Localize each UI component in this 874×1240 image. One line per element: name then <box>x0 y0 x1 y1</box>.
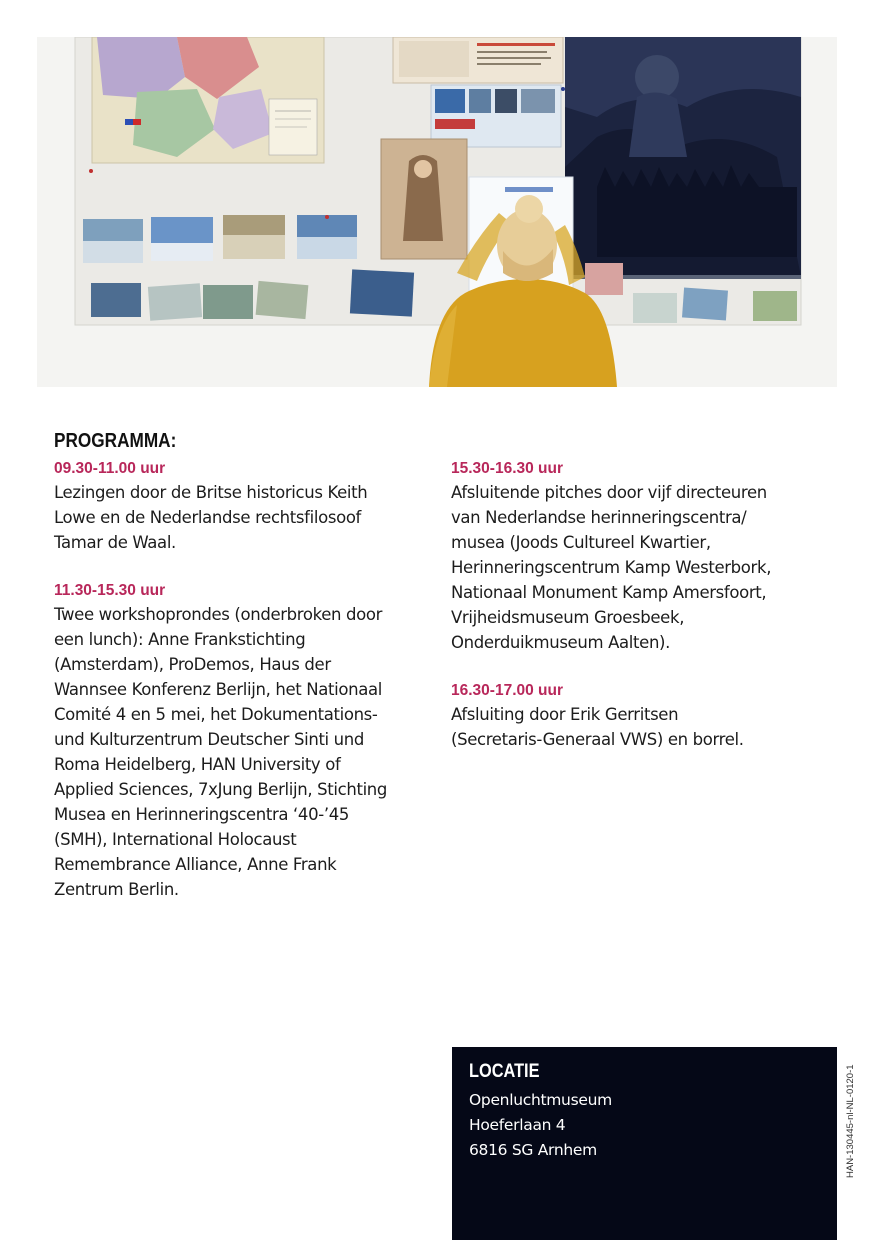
program-column-right <box>451 458 811 777</box>
description-line: musea (Joods Cultureel Kwartier, <box>451 533 711 552</box>
description-line: Wannsee Konferenz Berlijn, het Nationaal <box>54 680 383 699</box>
description-line: Nationaal Monument Kamp Amersfoort, <box>451 583 767 602</box>
description-line: (SMH), International Holocaust <box>54 830 297 849</box>
description-line: (Secretaris-Generaal VWS) en borrel. <box>451 730 744 749</box>
session-time: 11.30-15.30 uur <box>54 582 166 599</box>
description-line: Vrijheidsmuseum Groesbeek, <box>451 608 685 627</box>
session-time: 09.30-11.00 uur <box>54 460 166 477</box>
session-description <box>54 602 429 902</box>
program-session <box>54 458 429 555</box>
description-line: Applied Sciences, 7xJung Berlijn, Stichting <box>54 780 388 799</box>
description-line: Afsluiting door Erik Gerritsen <box>451 705 679 724</box>
description-line: Tamar de Waal. <box>54 533 176 552</box>
location-box <box>452 1047 837 1240</box>
header-photo <box>37 37 837 387</box>
description-line: Remembrance Alliance, Anne Frank <box>54 855 337 874</box>
program-session <box>451 680 811 752</box>
location-title: LOCATIE <box>469 1061 540 1082</box>
session-description <box>54 480 429 555</box>
description-line: Afsluitende pitches door vijf directeuren <box>451 483 767 502</box>
description-line: een lunch): Anne Frankstichting <box>54 630 306 649</box>
description-line: Lowe en de Nederlandse rechtsfilosoof <box>54 508 362 527</box>
description-line: Roma Heidelberg, HAN University of <box>54 755 341 774</box>
program-column-left <box>54 458 429 927</box>
description-line: Zentrum Berlin. <box>54 880 179 899</box>
description-line: und Kulturzentrum Deutscher Sinti und <box>54 730 365 749</box>
session-description <box>451 702 811 752</box>
location-address <box>469 1088 612 1163</box>
location-street: Hoeferlaan 4 <box>469 1116 566 1134</box>
program-session <box>451 458 811 655</box>
location-city: 6816 SG Arnhem <box>469 1141 597 1159</box>
document-code: HAN-130445-nl-NL-0120-1 <box>845 1064 856 1178</box>
session-description <box>451 480 811 655</box>
description-line: Twee workshoprondes (onderbroken door <box>54 605 383 624</box>
description-line: van Nederlandse herinneringscentra/ <box>451 508 747 527</box>
session-time: 16.30-17.00 uur <box>451 682 564 699</box>
photo-collage-illustration <box>37 37 837 387</box>
description-line: Comité 4 en 5 mei, het Dokumentations- <box>54 705 378 724</box>
description-line: Onderduikmuseum Aalten). <box>451 633 671 652</box>
session-time: 15.30-16.30 uur <box>451 460 564 477</box>
program-heading: PROGRAMMA: <box>54 430 177 452</box>
program-session <box>54 580 429 902</box>
description-line: Herinneringscentrum Kamp Westerbork, <box>451 558 772 577</box>
description-line: Musea en Herinneringscentra ‘40-’45 <box>54 805 350 824</box>
location-venue: Openluchtmuseum <box>469 1091 612 1109</box>
description-line: (Amsterdam), ProDemos, Haus der <box>54 655 331 674</box>
description-line: Lezingen door de Britse historicus Keith <box>54 483 368 502</box>
